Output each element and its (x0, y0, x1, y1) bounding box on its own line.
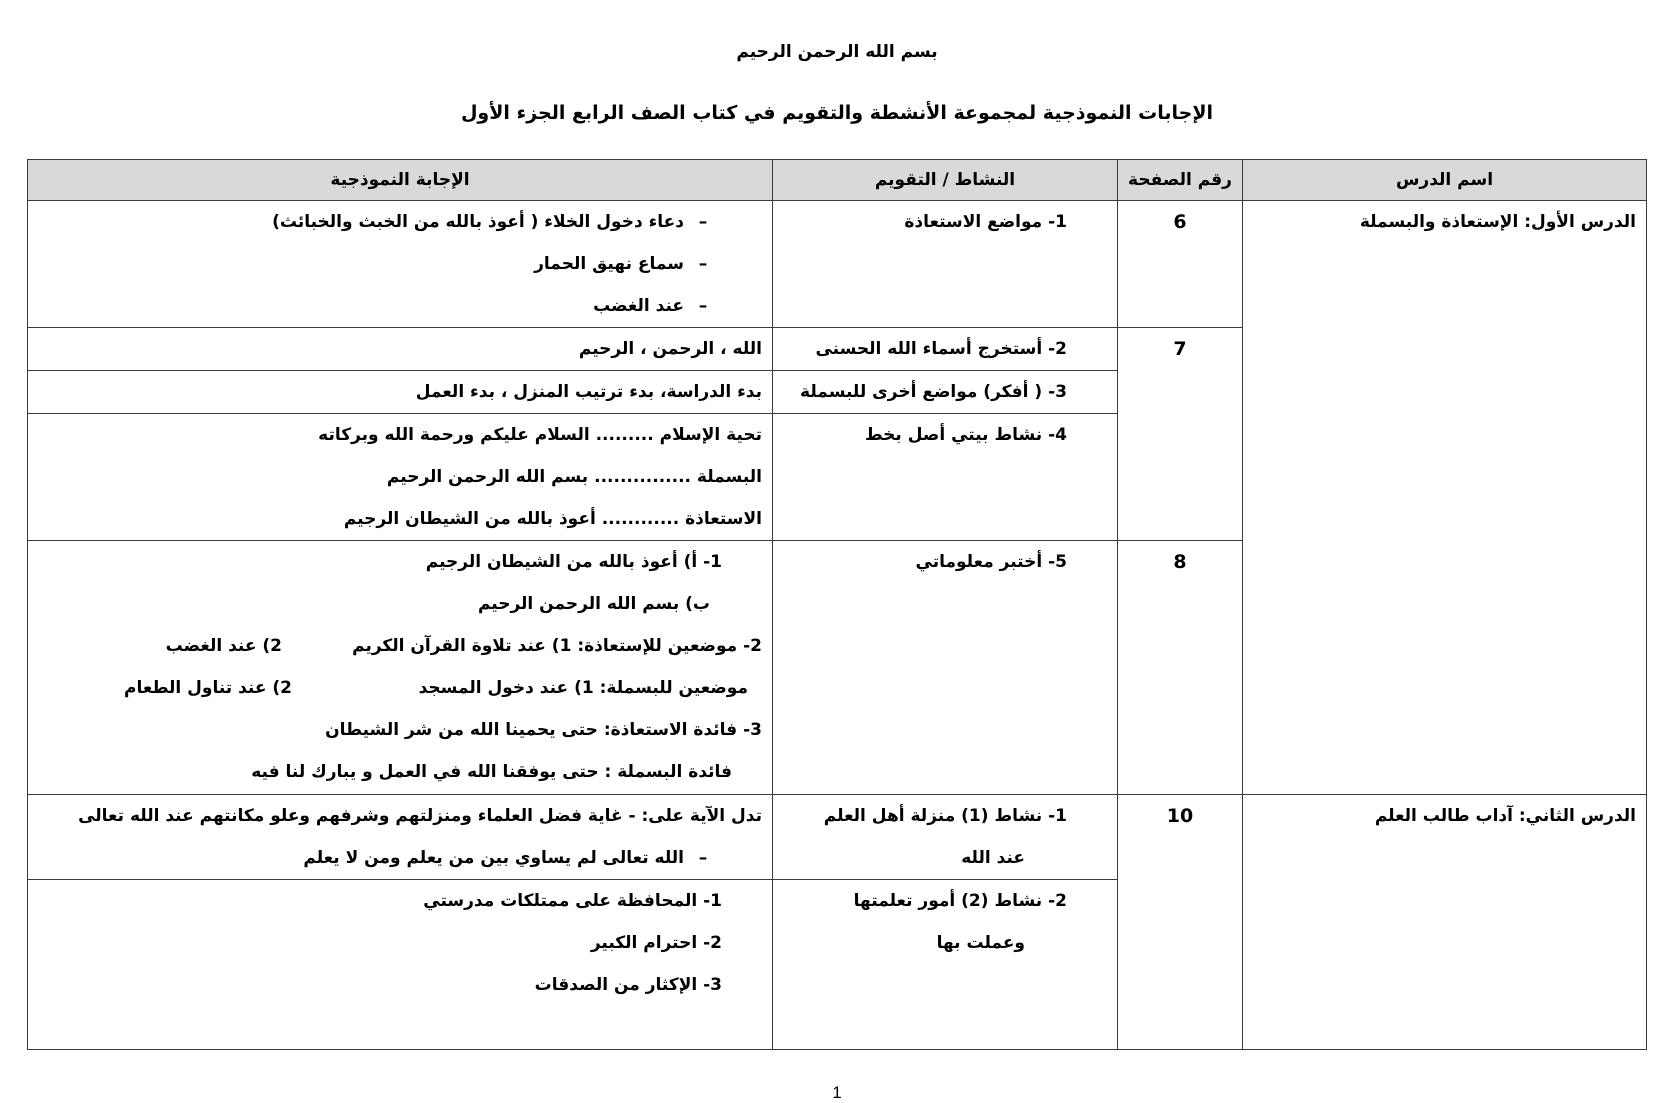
header-answer: الإجابة النموذجية (28, 160, 773, 201)
answer-line: الله ، الرحمن ، الرحيم (578, 339, 762, 359)
answer-cell (28, 414, 773, 541)
answer-line (28, 625, 772, 667)
activity-cell (773, 328, 1118, 371)
answer-part: موضعين للبسملة: 1) عند دخول المسجد (418, 678, 748, 698)
activity-line: 3- ( أفكر) مواضع أخرى للبسملة (800, 382, 1067, 402)
activity-cell (773, 880, 1118, 1050)
activity-cell (773, 414, 1118, 541)
activity-line: 5- أختبر معلوماتي (915, 552, 1067, 572)
answer-part: 2) عند الغضب (165, 636, 282, 656)
answer-line: فائدة البسملة : حتى يوفقنا الله في العمل و يبارك لنا فيه (251, 762, 732, 782)
answers-table (27, 159, 1647, 1050)
answer-line: 2- احترام الكبير (590, 933, 722, 953)
answer-part: 2) عند تناول الطعام (124, 678, 292, 698)
page-cell (1118, 541, 1243, 795)
page-cell (1118, 201, 1243, 328)
page-cell (1118, 328, 1243, 541)
answer-line: 1- المحافظة على ممتلكات مدرستي (423, 891, 722, 911)
activity-cell (773, 371, 1118, 414)
answer-line (28, 667, 772, 709)
page-number-cell: 7 (1173, 338, 1187, 360)
header-lesson: اسم الدرس (1243, 160, 1647, 201)
answer-line: –عند الغضب (593, 296, 708, 316)
activity-line: 2- نشاط (2) أمور تعلمتها (853, 891, 1067, 911)
answer-line: –سماع نهيق الحمار (534, 254, 708, 274)
answer-line: الاستعاذة ............ أعوذ بالله من الشيطان الرجيم (343, 509, 762, 529)
activity-line: عند الله (961, 848, 1025, 868)
document-title: الإجابات النموذجية لمجموعة الأنشطة والتقويم في كتاب الصف الرابع الجزء الأول (460, 102, 1214, 124)
activity-cell (773, 201, 1118, 328)
page-number: 1 (832, 1083, 842, 1102)
table-row (28, 201, 1647, 328)
answer-line: تحية الإسلام ......... السلام عليكم ورحمة الله وبركاته (318, 425, 762, 445)
answer-cell (28, 201, 773, 328)
answer-cell (28, 795, 773, 880)
answer-line: بدء الدراسة، بدء ترتيب المنزل ، بدء العمل (415, 382, 762, 402)
answer-cell (28, 541, 773, 795)
lesson-name: الدرس الثاني: آداب طالب العلم (1374, 806, 1636, 826)
activity-line: 4- نشاط بيتي أصل بخط (864, 425, 1067, 445)
answer-cell (28, 328, 773, 371)
activity-line: 2- أستخرج أسماء الله الحسنى (815, 339, 1067, 359)
basmala-heading: بسم الله الرحمن الرحيم (736, 42, 938, 62)
answer-line: تدل الآية على: - غاية فضل العلماء ومنزلتهم وشرفهم وعلو مكانتهم عند الله تعالى (78, 806, 762, 826)
answer-cell (28, 880, 773, 1050)
answer-line: 1- أ) أعوذ بالله من الشيطان الرجيم (425, 552, 722, 572)
answer-line: –الله تعالى لم يساوي بين من يعلم ومن لا يعلم (303, 848, 708, 868)
answer-line: ب) بسم الله الرحمن الرحيم (477, 594, 710, 614)
lesson-cell (1243, 795, 1647, 1050)
answer-line: 3- فائدة الاستعاذة: حتى يحمينا الله من شر الشيطان (325, 720, 762, 740)
lesson-cell (1243, 201, 1647, 795)
activity-line: 1- نشاط (1) منزلة أهل العلم (823, 806, 1067, 826)
answer-line: البسملة ............... بسم الله الرحمن الرحيم (386, 467, 762, 487)
activity-line: وعملت بها (936, 933, 1025, 953)
activity-cell (773, 795, 1118, 880)
header-page: رقم الصفحة (1118, 160, 1243, 201)
activity-line: 1- مواضع الاستعاذة (904, 212, 1067, 232)
table-row (28, 795, 1647, 880)
activity-cell (773, 541, 1118, 795)
answer-line: –دعاء دخول الخلاء ( أعوذ بالله من الخبث والخبائث) (272, 212, 708, 232)
page-cell (1118, 795, 1243, 1050)
answer-line: 3- الإكثار من الصدقات (534, 975, 722, 995)
lesson-name: الدرس الأول: الإستعاذة والبسملة (1359, 212, 1636, 232)
page-number-cell: 10 (1166, 805, 1194, 827)
header-activity: النشاط / التقويم (773, 160, 1118, 201)
table-header-row (28, 160, 1647, 201)
page-number-cell: 6 (1173, 211, 1187, 233)
answer-part: 2- موضعين للإستعاذة: 1) عند تلاوة القرآن الكريم (352, 636, 762, 656)
page-number-cell: 8 (1173, 551, 1187, 573)
answer-cell (28, 371, 773, 414)
